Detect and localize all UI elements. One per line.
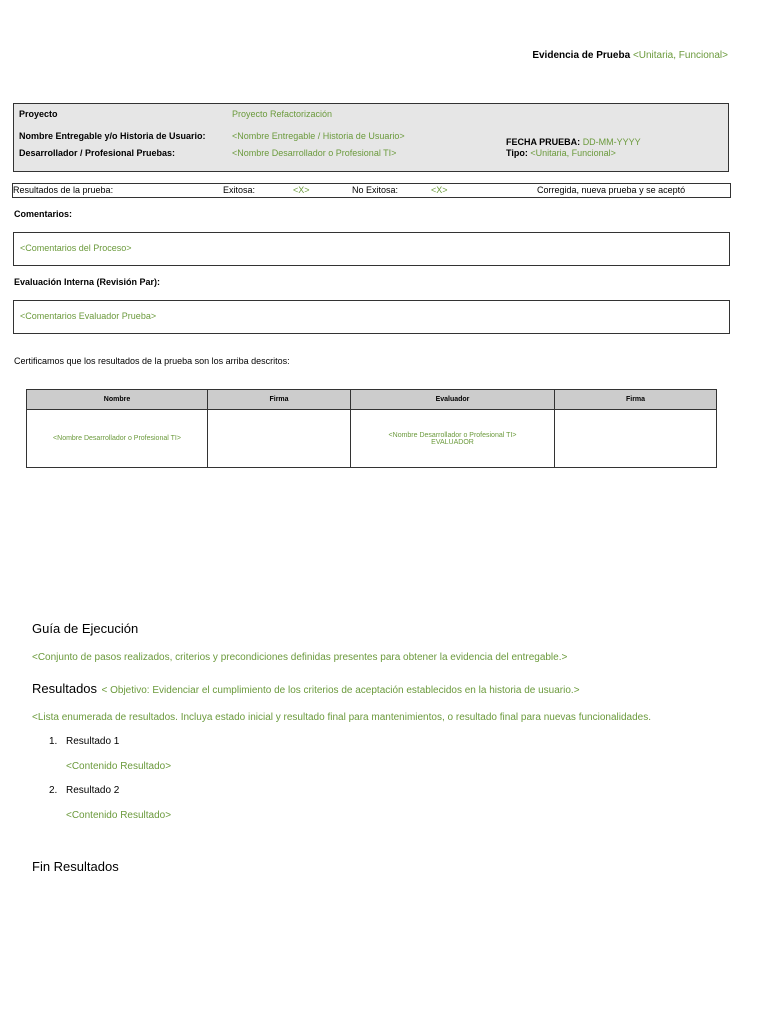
comments-value: <Comentarios del Proceso> [20, 243, 132, 253]
result-1-content: <Contenido Resultado> [66, 761, 172, 772]
evaluator-signature-cell[interactable] [555, 410, 717, 468]
evaluator-role: EVALUADOR [431, 438, 474, 446]
results-heading [32, 680, 580, 698]
certify-text: Certificamos que los resultados de la prueba son los arriba descritos: [14, 356, 290, 366]
header-evaluator: Evaluador [351, 390, 555, 410]
date-label: FECHA PRUEBA: [506, 137, 581, 147]
test-type-row [506, 148, 616, 158]
project-info-box [13, 103, 729, 172]
list-number-2: 2. [49, 785, 58, 796]
guide-title: Guía de Ejecución [32, 621, 139, 636]
signature-header-row [27, 390, 717, 410]
document-title: Evidencia de Prueba [532, 50, 631, 61]
fail-value: <X> [431, 185, 448, 195]
result-2-content: <Contenido Resultado> [66, 810, 172, 821]
developer-signature-cell[interactable] [208, 410, 351, 468]
project-value: Proyecto Refactorización [232, 109, 333, 119]
internal-eval-label: Evaluación Interna (Revisión Par): [14, 277, 161, 287]
test-date [506, 137, 641, 147]
guide-text: <Conjunto de pasos realizados, criterios y precondiciones definidas presentes para obtener la evidencia del entregable.> [32, 652, 568, 663]
developer-name-cell: <Nombre Desarrollador o Profesional TI> [27, 410, 208, 468]
comments-label: Comentarios: [14, 209, 73, 219]
test-type: <Unitaria, Funcional> [632, 50, 728, 61]
results-label: Resultados de la prueba: [13, 185, 114, 195]
project-label: Proyecto [19, 109, 58, 119]
comments-box [13, 232, 730, 266]
developer-label: Desarrollador / Profesional Pruebas: [19, 148, 176, 158]
result-1-label: Resultado 1 [66, 736, 120, 747]
header-name: Nombre [27, 390, 208, 410]
list-number-1: 1. [49, 736, 58, 747]
corrected-label: Corregida, nueva prueba y se aceptó [537, 185, 686, 195]
deliverable-label: Nombre Entregable y/o Historia de Usuario: [19, 131, 206, 141]
internal-eval-box [13, 300, 730, 334]
type-label: Tipo: [506, 148, 528, 158]
type-value: <Unitaria, Funcional> [530, 148, 616, 158]
result-2-label: Resultado 2 [66, 785, 120, 796]
document-header [532, 50, 728, 61]
header-signature: Firma [208, 390, 351, 410]
signature-row [27, 410, 717, 468]
developer-value: <Nombre Desarrollador o Profesional TI> [232, 148, 397, 158]
fail-label: No Exitosa: [352, 185, 399, 195]
evaluator-cell [351, 410, 555, 468]
header-evaluator-signature: Firma [555, 390, 717, 410]
success-label: Exitosa: [223, 185, 256, 195]
results-list-text: <Lista enumerada de resultados. Incluya estado inicial y resultado final para mantenimientos, o resultado final para nuevas funcionalidades. [32, 712, 651, 723]
results-objective: < Objetivo: Evidenciar el cumplimiento de los criterios de aceptación establecidos en la historia de usuario.> [101, 685, 580, 696]
success-value: <X> [293, 185, 310, 195]
date-value: DD-MM-YYYY [582, 137, 641, 147]
results-title: Resultados [32, 681, 98, 696]
internal-eval-value: <Comentarios Evaluador Prueba> [20, 311, 157, 321]
end-results-title: Fin Resultados [32, 859, 119, 874]
results-bar [12, 183, 731, 198]
deliverable-value: <Nombre Entregable / Historia de Usuario> [232, 131, 405, 141]
signature-table [26, 389, 717, 468]
evaluator-name: <Nombre Desarrollador o Profesional TI> [388, 431, 517, 439]
